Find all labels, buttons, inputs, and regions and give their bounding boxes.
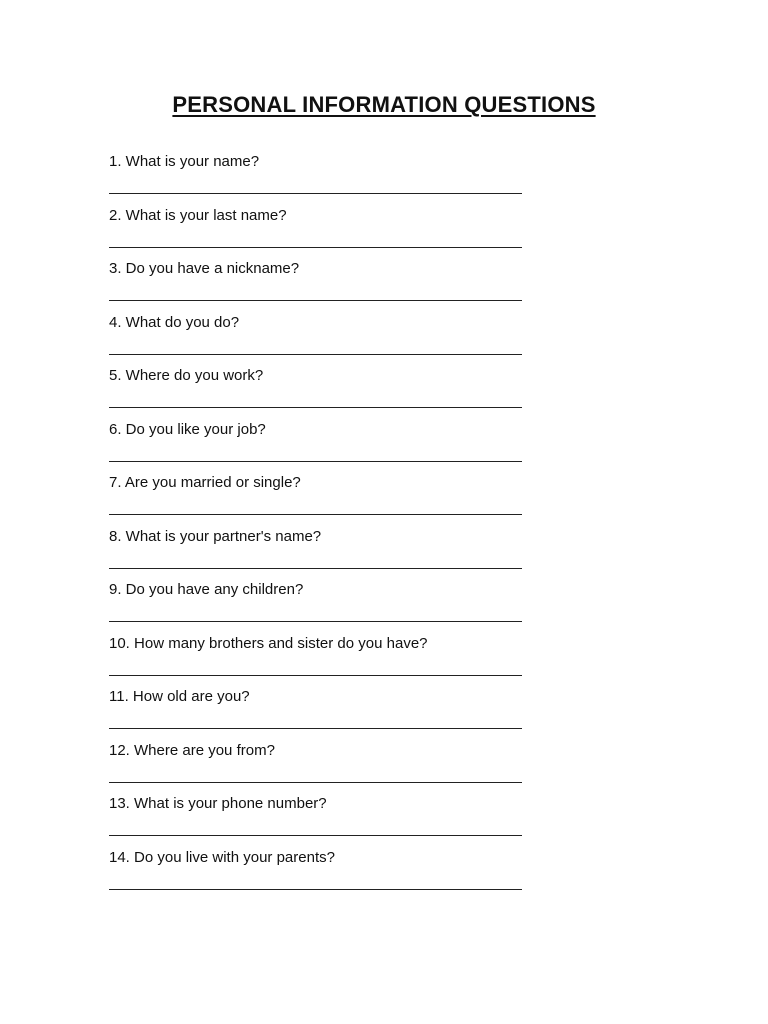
answer-line[interactable] (109, 514, 522, 515)
answer-line[interactable] (109, 728, 522, 729)
question-item (109, 420, 529, 474)
question-item (109, 794, 529, 848)
question-list (109, 152, 529, 901)
question-item (109, 152, 529, 206)
question-item (109, 313, 529, 367)
answer-line[interactable] (109, 835, 522, 836)
page-title (0, 90, 768, 120)
question-item (109, 741, 529, 795)
question-text: 2. What is your last name? (109, 206, 287, 224)
answer-line[interactable] (109, 461, 522, 462)
question-item (109, 473, 529, 527)
question-text: 7. Are you married or single? (109, 474, 301, 491)
question-item (109, 259, 529, 313)
question-text: 5. Where do you work? (109, 367, 264, 384)
question-text: 10. How many brothers and sister do you have? (109, 634, 428, 652)
answer-line[interactable] (109, 407, 522, 408)
question-item (109, 366, 529, 420)
answer-line[interactable] (109, 782, 522, 783)
question-item (109, 206, 529, 260)
question-item (109, 687, 529, 741)
question-text: 4. What do you do? (109, 313, 240, 331)
question-item (109, 527, 529, 581)
question-text: 9. Do you have any children? (109, 581, 304, 598)
question-text: 3. Do you have a nickname? (109, 260, 300, 277)
question-text: 12. Where are you from? (109, 741, 275, 759)
question-text: 6. Do you like your job? (109, 420, 266, 438)
answer-line[interactable] (109, 675, 522, 676)
answer-line[interactable] (109, 193, 522, 194)
answer-line[interactable] (109, 568, 522, 569)
answer-line[interactable] (109, 300, 522, 301)
page-title-text: PERSONAL INFORMATION QUESTIONS (172, 92, 596, 117)
question-text: 11. How old are you? (109, 688, 250, 705)
question-item (109, 848, 529, 902)
question-text: 14. Do you live with your parents? (109, 848, 335, 866)
question-text: 13. What is your phone number? (109, 795, 327, 812)
answer-line[interactable] (109, 354, 522, 355)
question-text: 8. What is your partner's name? (109, 527, 322, 545)
answer-line[interactable] (109, 621, 522, 622)
question-text: 1. What is your name? (109, 153, 260, 170)
question-item (109, 634, 529, 688)
question-item (109, 580, 529, 634)
answer-line[interactable] (109, 889, 522, 890)
answer-line[interactable] (109, 247, 522, 248)
